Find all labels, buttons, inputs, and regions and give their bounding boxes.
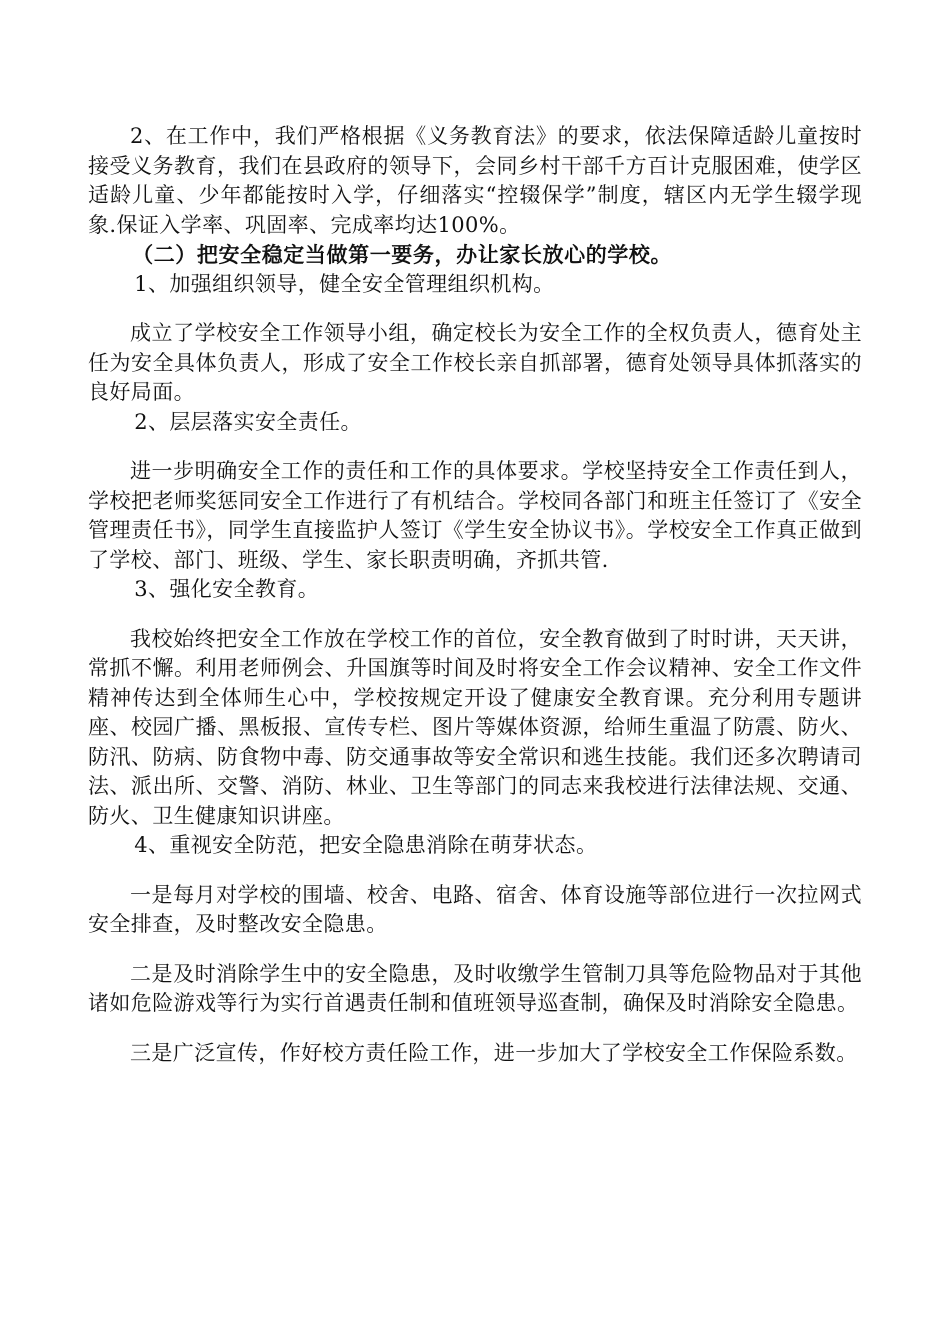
paragraph-prevention-1: 一是每月对学校的围墙、校舍、电路、宿舍、体育设施等部位进行一次拉网式安全排查，及时整改安全隐患。: [88, 882, 862, 936]
subheading-organization: 1、加强组织领导，健全安全管理组织机构。: [134, 271, 555, 296]
paragraph-prevention-3: 三是广泛宣传，作好校方责任险工作，进一步加大了学校安全工作保险系数。: [130, 1040, 858, 1065]
subheading-prevention: 4、重视安全防范，把安全隐患消除在萌芽状态。: [134, 833, 598, 857]
subheading-safety-education: 3、强化安全教育。: [134, 577, 320, 601]
paragraph-safety-education: 我校始终把安全工作放在学校工作的首位，安全教育做到了时时讲，天天讲，常抓不懈。利用老师例会、升国旗等时间及时将安全工作会议精神、安全工作文件精神传达到全体师生心中，学校按规定开设了健康安全教育课。充分利用专题讲座、校园广播、黑板报、宣传专栏、图片等媒体资源，给师生重温了防震、防火、防汛、防病、防食物中毒、防交通事故等安全常识和逃生技能。我们还多次聘请司法、派出所、交警、消防、林业、卫生等部门的同志来我校进行法律法规、交通、防火、卫生健康知识讲座。: [88, 626, 862, 828]
paragraph-safety-leadership: 成立了学校安全工作领导小组，确定校长为安全工作的全权负责人，德育处主任为安全具体负责人，形成了安全工作校长亲自抓部署，德育处领导具体抓落实的良好局面。: [88, 321, 862, 404]
document-body: [88, 122, 862, 1068]
paragraph-responsibility: 进一步明确安全工作的责任和工作的具体要求。学校坚持安全工作责任到人，学校把老师奖惩同安全工作进行了有机结合。学校同各部门和班主任签订了《安全管理责任书》，同学生直接监护人签订《学生安全协议书》。学校安全工作真正做到了学校、部门、班级、学生、家长职责明确，齐抓共管.: [88, 459, 862, 572]
subheading-responsibility: 2、层层落实安全责任。: [134, 409, 362, 434]
paragraph-compulsory-education: 2、在工作中，我们严格根据《义务教育法》的要求，依法保障适龄儿童按时接受义务教育，我们在县政府的领导下，会同乡村干部千方百计克服困难，使学区适龄儿童、少年都能按时入学，仔细落实“控辍保学”制度，辖区内无学生辍学现象.保证入学率、巩固率、完成率均达100%。: [88, 124, 862, 237]
paragraph-prevention-2: 二是及时消除学生中的安全隐患，及时收缴学生管制刀具等危险物品对于其他诸如危险游戏等行为实行首遇责任制和值班领导巡查制，确保及时消除安全隐患。: [88, 961, 862, 1015]
section-heading-safety: （二）把安全稳定当做第一要务，办让家长放心的学校。: [132, 242, 673, 267]
